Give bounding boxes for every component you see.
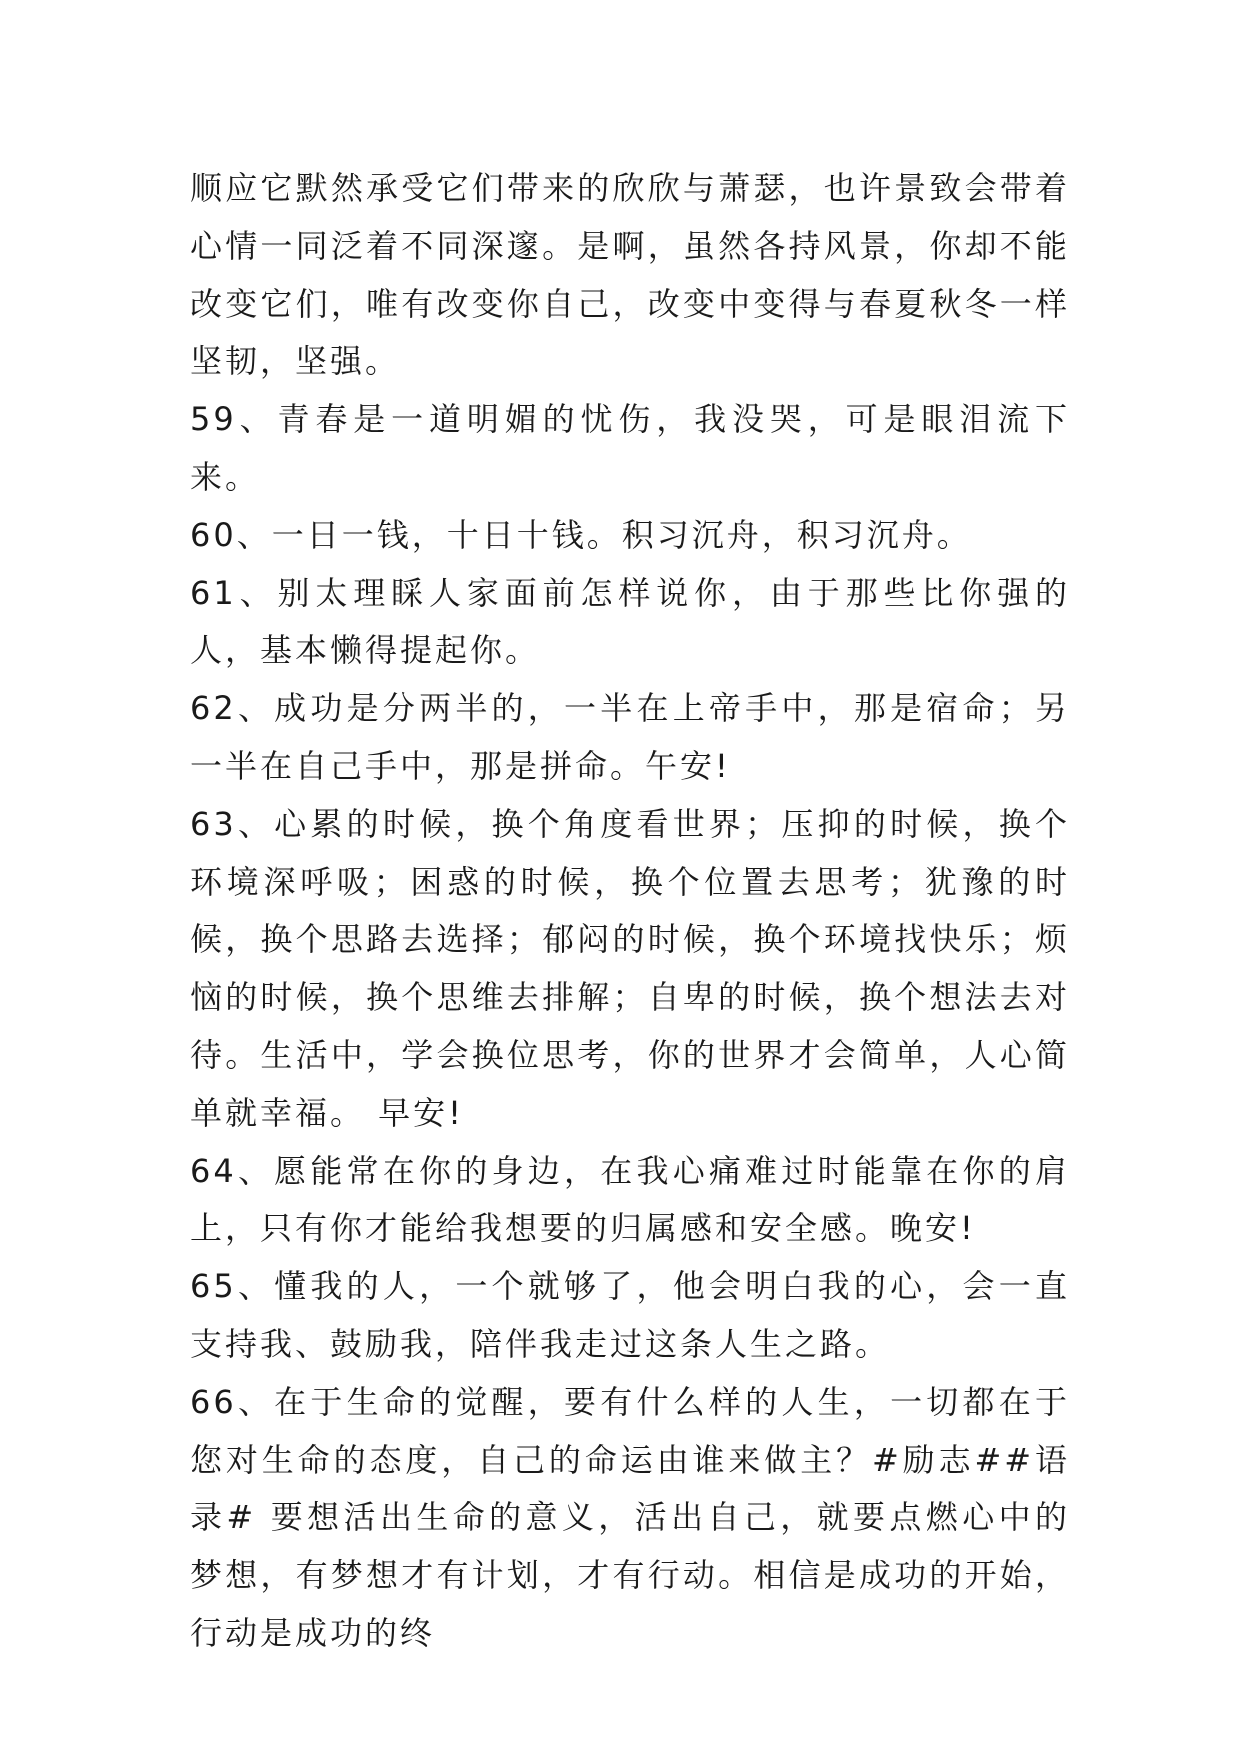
paragraph-65: 65、懂我的人，一个就够了，他会明白我的心，会一直支持我、鼓励我，陪伴我走过这条人生之路。 [190, 1267, 1070, 1363]
paragraph-64: 64、愿能常在你的身边，在我心痛难过时能靠在你的肩上，只有你才能给我想要的归属感和安全感。晚安! [190, 1151, 1070, 1248]
document-body [190, 160, 1070, 1663]
paragraph-continuation: 顺应它默然承受它们带来的欣欣与萧瑟，也许景致会带着心情一同泛着不同深邃。是啊，虽然各持风景，你却不能改变它们，唯有改变你自己，改变中变得与春夏秋冬一样坚韧，坚强。 [190, 169, 1070, 381]
paragraph-66: 66、在于生命的觉醒，要有什么样的人生，一切都在于您对生命的态度，自己的命运由谁来做主？#励志##语录# 要想活出生命的意义，活出自己，就要点燃心中的梦想，有梦想才有计划，才有行动。相信是成功的开始，行动是成功的终 [190, 1382, 1070, 1652]
paragraph-61: 61、别太理睬人家面前怎样说你，由于那些比你强的人，基本懒得提起你。 [190, 573, 1070, 670]
paragraph-59: 59、青春是一道明媚的忧伤，我没哭，可是眼泪流下来。 [190, 400, 1070, 496]
paragraph-62: 62、成功是分两半的，一半在上帝手中，那是宿命；另一半在自己手中，那是拼命。午安! [190, 689, 1070, 785]
paragraph-63: 63、心累的时候，换个角度看世界；压抑的时候，换个环境深呼吸；困惑的时候，换个位置去思考；犹豫的时候，换个思路去选择；郁闷的时候，换个环境找快乐；烦恼的时候，换个思维去排解；自卑的时候，换个想法去对待。生活中，学会换位思考，你的世界才会简单，人心简单就幸福。 早安! [190, 804, 1070, 1132]
paragraph-60: 60、一日一钱，十日十钱。积习沉舟，积习沉舟。 [190, 515, 972, 554]
